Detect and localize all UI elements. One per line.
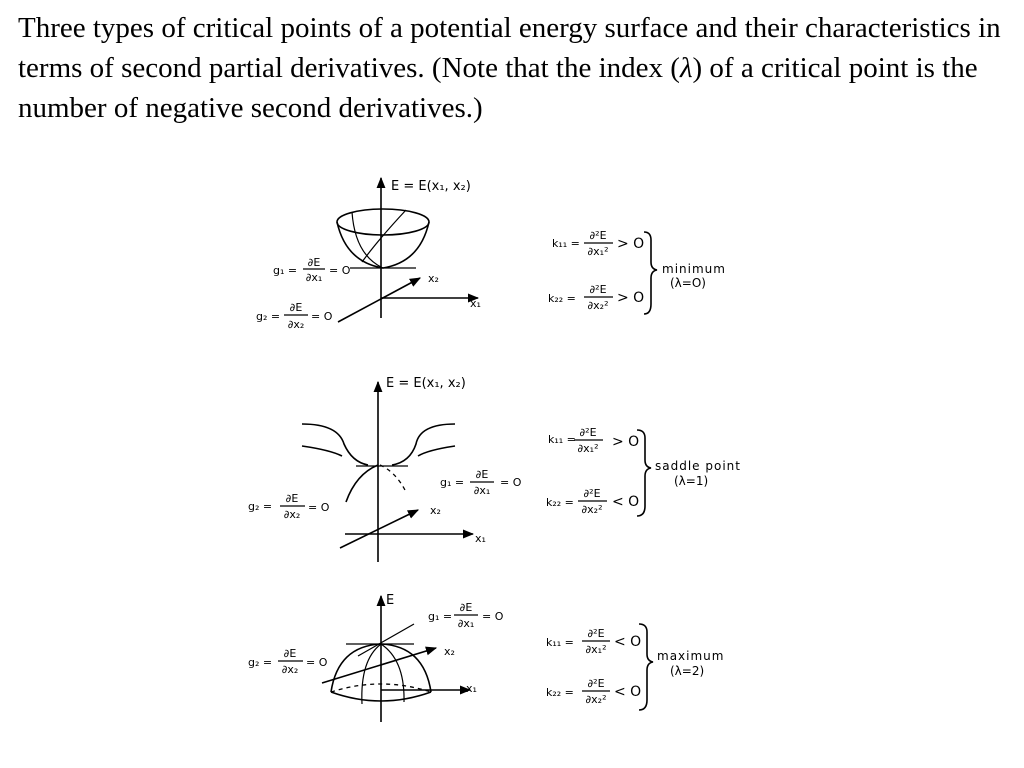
svg-text:∂E: ∂E [475,468,489,481]
svg-text:g₁ =: g₁ = [440,476,465,489]
maximum-axis-label: E [386,593,395,608]
saddle-k11-equation [548,426,639,455]
svg-text:> O: > O [612,434,640,450]
saddle-g2-equation [248,492,330,521]
maximum-x1-label: x₁ [466,682,477,695]
saddle-k22-equation [546,487,639,516]
svg-text:= O: = O [311,310,333,323]
saddle-x1-label: x₁ [475,532,486,545]
svg-text:= O: = O [306,656,328,669]
svg-text:∂x₂: ∂x₂ [283,508,301,521]
svg-text:∂E: ∂E [289,301,303,314]
maximum-index-label: (λ=2) [670,664,705,678]
minimum-g1-equation [273,256,351,284]
svg-text:< O: < O [612,494,640,510]
svg-text:∂x₂²: ∂x₂² [581,503,603,516]
lambda-symbol: λ [679,52,693,84]
svg-text:∂²E: ∂²E [583,487,601,500]
svg-text:= O: = O [329,264,351,277]
svg-text:∂E: ∂E [285,492,299,505]
maximum-g2-equation [248,647,328,676]
minimum-x2-label: x₂ [428,272,439,285]
svg-text:k₁₁ =: k₁₁ = [552,237,580,250]
maximum-type-label: maximum [657,649,725,663]
svg-text:g₂ =: g₂ = [256,310,281,323]
saddle-right-edge [418,446,455,456]
svg-text:∂x₂²: ∂x₂² [585,693,607,706]
svg-text:∂x₁²: ∂x₁² [585,643,607,656]
svg-text:k₁₁ =: k₁₁ = [548,433,576,446]
saddle-descending-curve [346,465,378,502]
minimum-surface [337,178,478,322]
saddle-left-edge [302,446,342,456]
svg-text:k₂₂ =: k₂₂ = [548,292,576,305]
svg-text:g₁ =: g₁ = [273,264,298,277]
saddle-left-ridge [302,424,368,465]
saddle-surface [302,382,473,562]
minimum-bowl-section-1 [352,212,383,268]
minimum-x2-axis [338,278,420,322]
svg-text:∂²E: ∂²E [589,229,607,242]
maximum-k11-equation [546,627,641,656]
saddle-right-ridge [392,424,455,465]
svg-text:∂E: ∂E [459,601,473,614]
svg-text:< O: < O [614,684,642,700]
svg-text:= O: = O [500,476,522,489]
minimum-brace [644,232,657,314]
svg-text:∂x₂: ∂x₂ [287,318,305,331]
minimum-index-label: (λ=O) [670,276,706,290]
saddle-g1-equation [440,468,522,497]
svg-text:∂x₁²: ∂x₁² [577,442,599,455]
svg-text:∂²E: ∂²E [579,426,597,439]
svg-text:∂x₂²: ∂x₂² [587,299,609,312]
minimum-bowl-rim [337,209,429,235]
caption-text-end: ) of a critical point is the number of negative second derivatives.) [18,52,978,124]
svg-text:∂²E: ∂²E [587,627,605,640]
minimum-x1-label: x₁ [470,297,481,310]
maximum-panel [248,593,724,722]
maximum-dome-section-2 [381,644,404,702]
saddle-x2-label: x₂ [430,504,441,517]
svg-text:g₂ =: g₂ = [248,500,273,513]
maximum-tangent-line-2 [358,624,414,656]
svg-text:g₂ =: g₂ = [248,656,273,669]
minimum-g2-equation [256,301,333,331]
svg-text:∂E: ∂E [283,647,297,660]
minimum-axis-label: E = E(x₁, x₂) [391,179,471,194]
minimum-k11-equation [552,229,644,258]
saddle-index-label: (λ=1) [674,474,709,488]
svg-text:∂x₁: ∂x₁ [305,271,323,284]
caption-text-start: Three types of critical points of a potential energy surface and their characteristics in terms of second partial derivatives. (Note that the index ( [18,12,1001,84]
svg-text:∂²E: ∂²E [589,283,607,296]
svg-text:< O: < O [614,634,642,650]
svg-text:> O: > O [617,236,645,252]
svg-text:> O: > O [617,290,645,306]
saddle-hidden-curve [380,465,406,492]
minimum-panel [256,178,726,331]
svg-text:= O: = O [482,610,504,623]
svg-text:g₁ =: g₁ = [428,610,453,623]
svg-text:∂x₁: ∂x₁ [473,484,491,497]
svg-text:∂x₁²: ∂x₁² [587,245,609,258]
maximum-x2-label: x₂ [444,645,455,658]
svg-text:= O: = O [308,501,330,514]
maximum-g1-equation [428,601,504,630]
svg-text:∂x₂: ∂x₂ [281,663,299,676]
saddle-x2-axis [340,510,418,548]
minimum-bowl-body [337,222,429,268]
saddle-panel [248,376,741,562]
minimum-bowl-section-2 [362,210,406,262]
svg-text:∂²E: ∂²E [587,677,605,690]
minimum-k22-equation [548,283,644,312]
svg-text:k₁₁ =: k₁₁ = [546,636,574,649]
svg-text:∂E: ∂E [307,256,321,269]
minimum-type-label: minimum [662,262,726,276]
svg-text:k₂₂ =: k₂₂ = [546,496,574,509]
saddle-type-label: saddle point [655,459,741,473]
maximum-dome-section-1 [362,644,381,704]
svg-text:k₂₂ =: k₂₂ = [546,686,574,699]
maximum-k22-equation [546,677,641,706]
saddle-axis-label: E = E(x₁, x₂) [386,376,466,391]
svg-text:∂x₁: ∂x₁ [457,617,475,630]
maximum-x2-axis [322,648,436,683]
